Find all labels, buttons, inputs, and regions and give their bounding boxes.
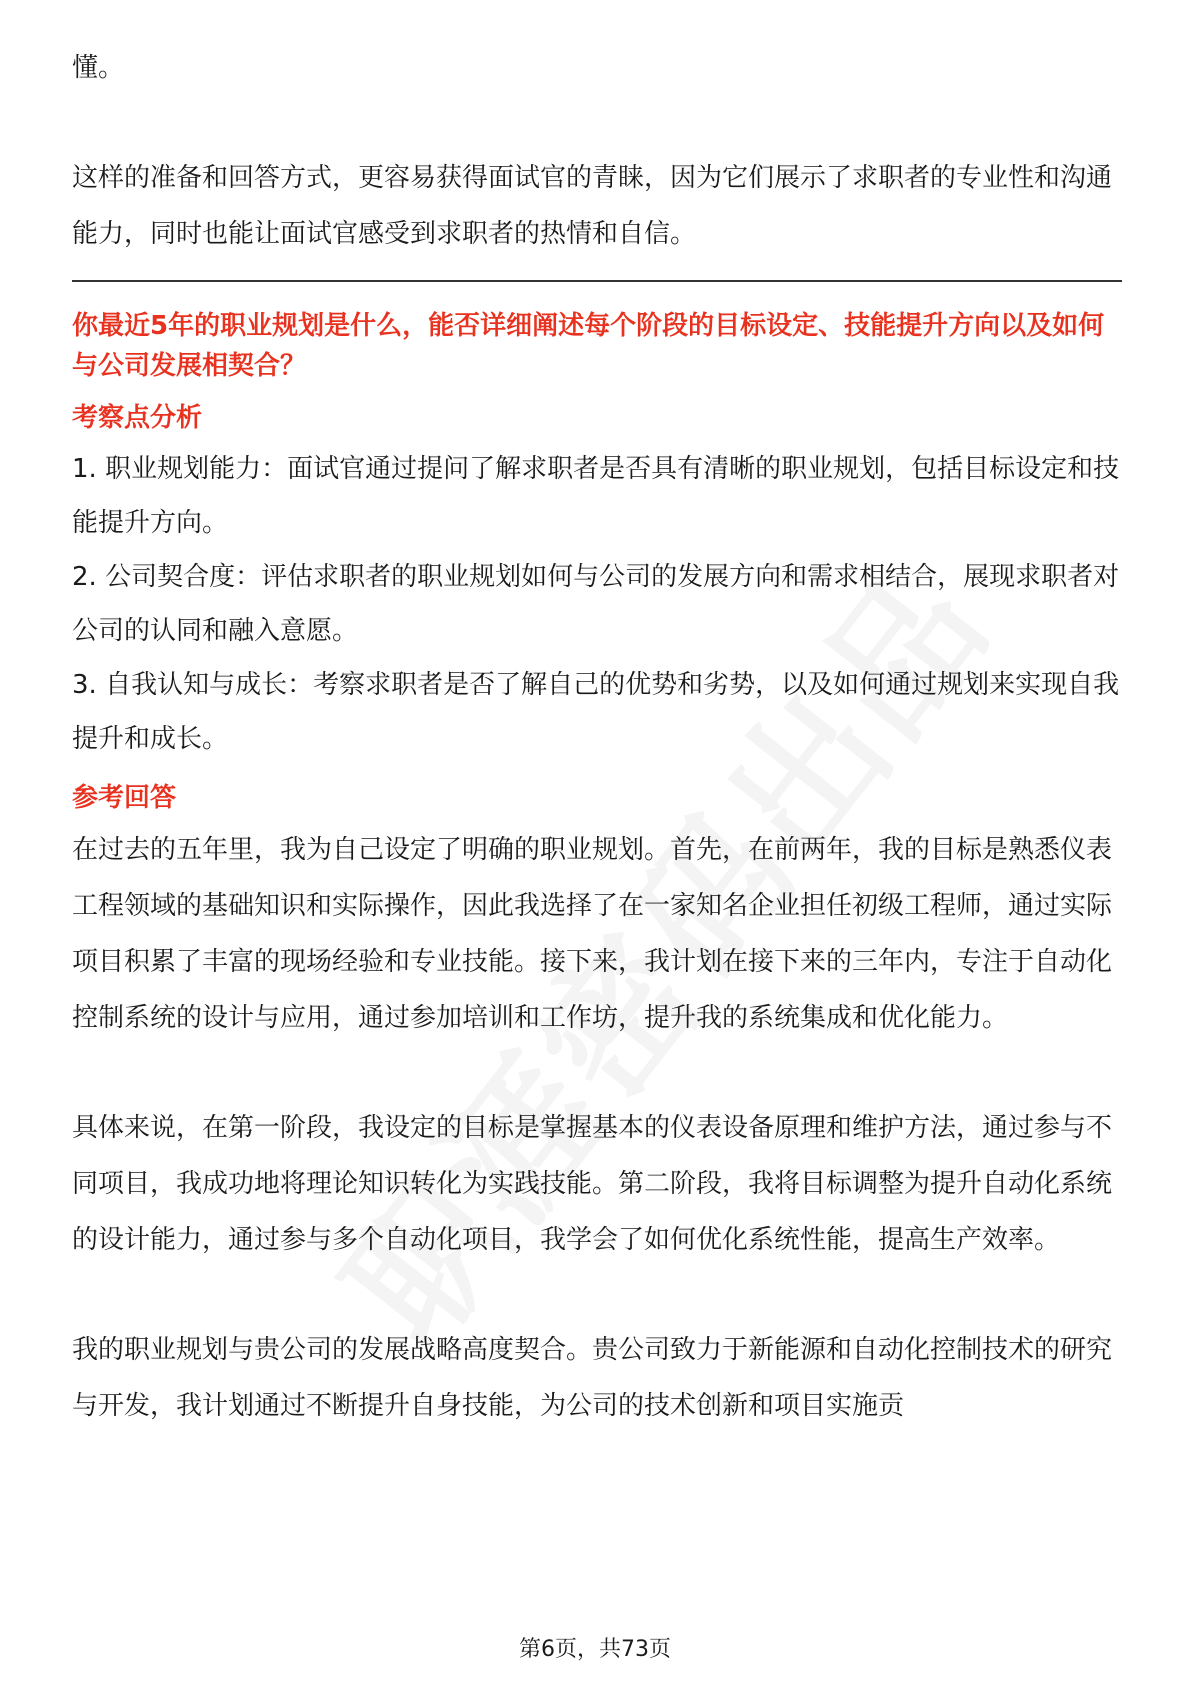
continued-text-fragment: 懂。 — [72, 53, 125, 83]
intro-paragraph: 这样的准备和回答方式，更容易获得面试官的青睐，因为它们展示了求职者的专业性和沟通能力，同时也能让面试官感受到求职者的热情和自信。 — [72, 163, 1113, 249]
interview-question: 你最近5年的职业规划是什么，能否详细阐述每个阶段的目标设定、技能提升方向以及如何与公司发展相契合？ — [72, 311, 1105, 381]
answer-paragraph: 我的职业规划与贵公司的发展战略高度契合。贵公司致力于新能源和自动化控制技术的研究与开发，我计划通过不断提升自身技能，为公司的技术创新和项目实施贡 — [72, 1335, 1113, 1421]
analysis-item: 3. 自我认知与成长：考察求职者是否了解自己的优势和劣势，以及如何通过规划来实现自我提升和成长。 — [72, 670, 1120, 754]
analysis-list — [72, 442, 1122, 766]
answer-heading: 参考回答 — [72, 783, 177, 813]
spacer — [72, 1046, 1122, 1100]
page-number: 第6页，共73页 — [519, 1637, 671, 1662]
answer-paragraph: 具体来说，在第一阶段，我设定的目标是掌握基本的仪表设备原理和维护方法，通过参与不同项目，我成功地将理论知识转化为实践技能。第二阶段，我将目标调整为提升自动化系统的设计能力，通过参与多个自动化项目，我学会了如何优化系统性能，提高生产效率。 — [72, 1113, 1113, 1255]
spacer — [72, 1268, 1122, 1322]
spacer — [72, 96, 1122, 150]
analysis-heading: 考察点分析 — [72, 403, 203, 433]
section-divider — [72, 280, 1122, 282]
page-content — [72, 40, 1122, 1434]
analysis-item: 1. 职业规划能力：面试官通过提问了解求职者是否具有清晰的职业规划，包括目标设定和技能提升方向。 — [72, 454, 1120, 538]
analysis-item: 2. 公司契合度：评估求职者的职业规划如何与公司的发展方向和需求相结合，展现求职者对公司的认同和融入意愿。 — [72, 562, 1120, 646]
answer-paragraph: 在过去的五年里，我为自己设定了明确的职业规划。首先，在前两年，我的目标是熟悉仪表工程领域的基础知识和实际操作，因此我选择了在一家知名企业担任初级工程师，通过实际项目积累了丰富的现场经验和专业技能。接下来，我计划在接下来的三年内，专注于自动化控制系统的设计与应用，通过参加培训和工作坊，提升我的系统集成和优化能力。 — [72, 835, 1113, 1033]
